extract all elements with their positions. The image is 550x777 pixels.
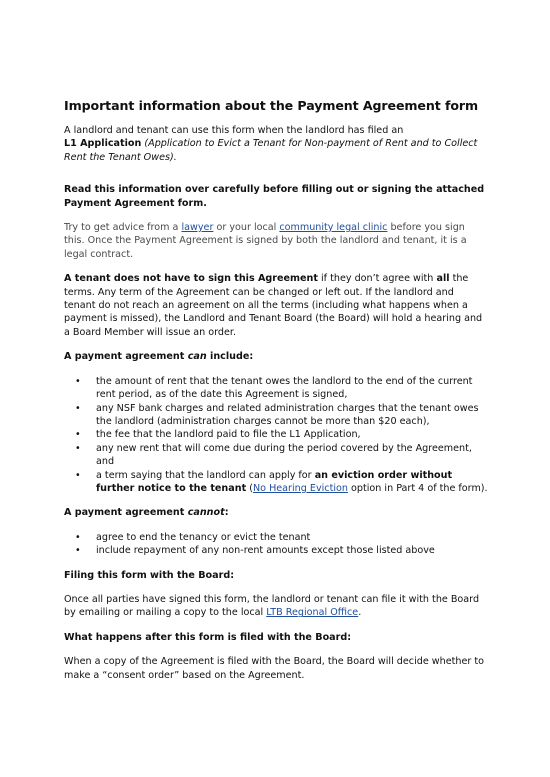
intro-paragraph: [64, 124, 488, 164]
list-item-text: agree to end the tenancy or evict the tenant: [96, 531, 311, 543]
eviction-order-bold: an eviction order without further notice to the tenant: [96, 469, 453, 494]
filing-end: .: [358, 607, 362, 619]
no-hearing-eviction-link[interactable]: No Hearing Eviction: [252, 482, 348, 494]
cannot-heading: [64, 506, 488, 519]
bullet-icon: •: [75, 469, 81, 481]
advice-text-post: before you sign this. Once the Payment Agreement is signed by both the landlord and tenant, it is a legal contract.: [64, 222, 467, 260]
lawyer-link[interactable]: lawyer: [181, 222, 214, 234]
list-item-text: any new rent that will come due during the period covered by the Agreement, and: [96, 442, 472, 468]
advice-text-mid: or your local: [216, 222, 277, 234]
list-item: [64, 442, 488, 469]
tenant-bold-statement: A tenant does not have to sign this Agreement: [64, 273, 318, 285]
list-item: [64, 531, 488, 544]
filing-heading: Filing this form with the Board:: [64, 569, 235, 581]
application-name: L1 Application: [64, 138, 142, 150]
filing-text: Once all parties have signed this form, the landlord or tenant can file it with the Board by emailing or mailing a copy to the local: [64, 593, 480, 619]
community-legal-clinic-link[interactable]: community legal clinic: [279, 222, 388, 234]
ltb-regional-office-link[interactable]: LTB Regional Office: [266, 607, 359, 619]
filing-paragraph: [64, 593, 488, 620]
cannot-heading-pre: A payment agreement: [64, 507, 185, 519]
bullet-icon: •: [75, 375, 81, 387]
list-item-text: any NSF bank charges and related administration charges that the tenant owes the landlord (administration charges cannot be more than $20 each),: [96, 402, 479, 427]
bullet-icon: •: [75, 545, 81, 557]
can-list: [64, 375, 488, 496]
tenant-paragraph: [64, 272, 488, 339]
cannot-list: [64, 531, 488, 558]
can-heading: [64, 350, 488, 363]
tenant-text-2: the terms. Any term of the Agreement can be changed or left out. If the landlord and tenant do not reach an agreement on all the terms (including what happens when a payment is missed), the Landlord and Tenant Board (the Board) will hold a hearing and a Board Member will issue an order.: [64, 273, 483, 338]
bullet-icon: •: [75, 429, 81, 441]
document-content: [64, 98, 488, 693]
list-item-text: the amount of rent that the tenant owes the landlord to the end of the current rent period, as of the date this Agreement is signed,: [96, 375, 473, 401]
after-heading: What happens after this form is filed with the Board:: [64, 631, 352, 643]
list-item-text: the fee that the landlord paid to file the L1 Application,: [96, 429, 361, 441]
advice-paragraph: [64, 221, 488, 261]
page-title: Important information about the Payment Agreement form: [64, 98, 479, 113]
application-description: (Application to Evict a Tenant for Non-payment of Rent and to Collect Rent the Tenant Owes).: [64, 138, 478, 163]
list-item: [64, 375, 488, 402]
tenant-bold-all: all: [436, 273, 450, 285]
advice-text-pre: Try to get advice from a: [64, 222, 179, 234]
list-item-text-post: option in Part 4 of the form).: [351, 482, 488, 494]
read-notice: Read this information over carefully before filling out or signing the attached Payment Agreement form.: [64, 184, 485, 209]
bullet-icon: •: [75, 442, 81, 454]
list-item: [64, 469, 488, 496]
list-item-text: a term saying that the landlord can apply for: [96, 469, 312, 481]
list-item: [64, 544, 488, 557]
bullet-icon: •: [75, 531, 81, 543]
after-paragraph: When a copy of the Agreement is filed with the Board, the Board will decide whether to make a “consent order” based on the Agreement.: [64, 656, 484, 681]
intro-line: A landlord and tenant can use this form when the landlord has filed an: [64, 125, 404, 136]
list-item: [64, 402, 488, 429]
can-heading-post: include:: [210, 351, 254, 363]
bullet-icon: •: [75, 402, 81, 414]
can-heading-emphasis: can: [187, 351, 207, 363]
tenant-text-1: if they don’t agree with: [321, 273, 434, 285]
cannot-heading-post: :: [224, 507, 229, 519]
list-item: [64, 428, 488, 441]
paren-open: (: [249, 482, 253, 494]
cannot-heading-emphasis: cannot: [187, 507, 225, 519]
can-heading-pre: A payment agreement: [64, 351, 185, 363]
list-item-text: include repayment of any non-rent amounts except those listed above: [96, 545, 435, 557]
